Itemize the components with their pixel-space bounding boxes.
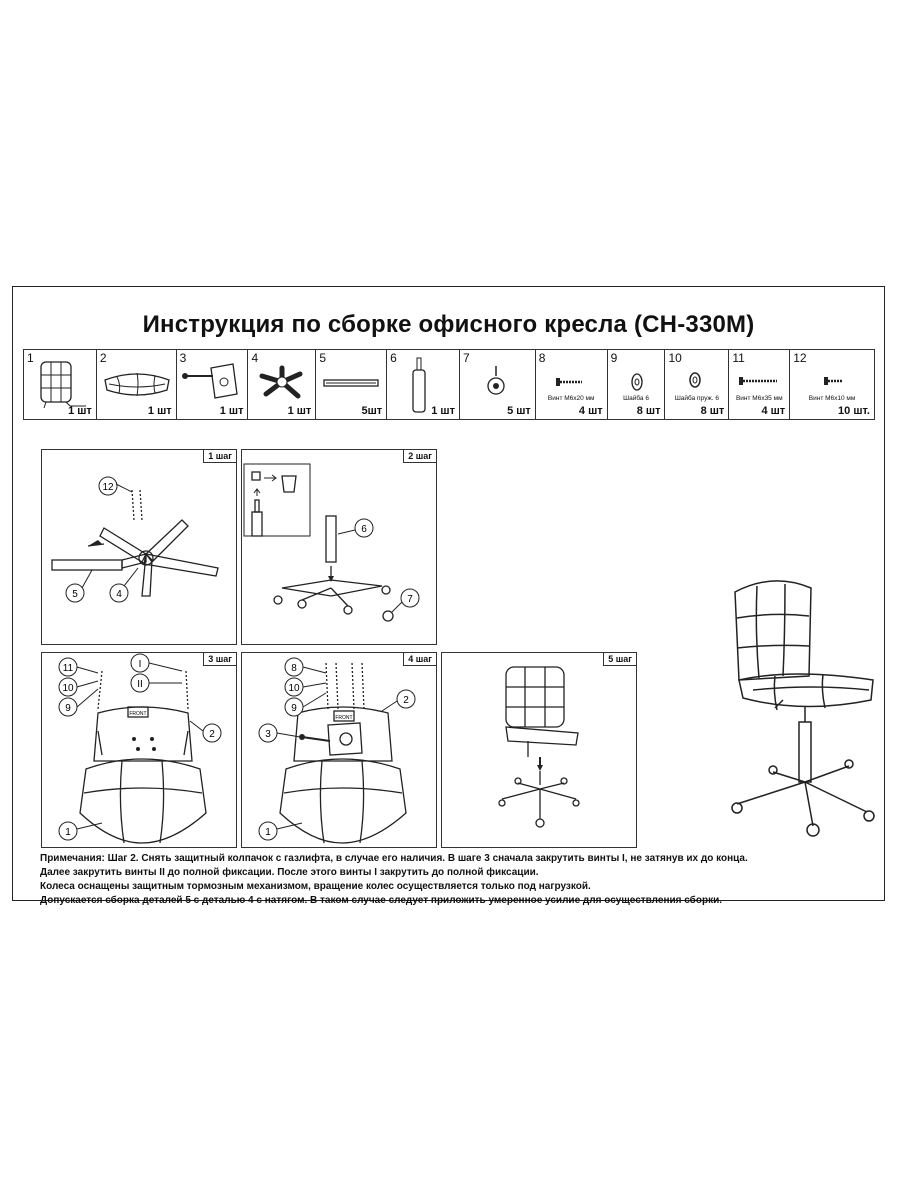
part-number: 5 (319, 351, 326, 365)
step-3-diagram (42, 653, 238, 849)
front-plate-label: FRONT (129, 711, 147, 717)
part-quantity: 1 шт (431, 405, 455, 417)
callout-label: 10 (62, 683, 74, 694)
part-label: Шайба пруж. 6 (674, 395, 719, 402)
part-quantity: 1 шт (219, 405, 244, 417)
part-number: 8 (538, 351, 546, 365)
callout-label: 12 (102, 482, 114, 493)
step-4-diagram (242, 653, 438, 849)
note-line: Примечания: Шаг 2. Снять защитный колпачок с газлифта, в случае его наличия. В шаге 3 сначала закрутить винты I, не затянув их до конца. (40, 853, 748, 864)
part-4 (248, 350, 316, 419)
part-quantity: 1 шт (287, 405, 312, 417)
step-tag: 2 шаг (403, 450, 436, 463)
step-tag: 1 шаг (203, 450, 236, 463)
page-title: Инструкция по сборке офисного кресла (CH-330M) (142, 311, 755, 338)
part-number: 11 (732, 351, 745, 365)
part-number: 2 (99, 351, 107, 365)
note-line: Далее закрутить винты II до полной фиксации. После этого винты I закрутить до полной фиксации. (40, 867, 539, 878)
callout-label: 6 (361, 524, 367, 535)
part-number: 6 (390, 351, 397, 365)
callout-label: 7 (407, 594, 413, 605)
front-plate-label: FRONT (335, 715, 353, 721)
part-11 (729, 350, 790, 419)
part-quantity: 1 шт (147, 405, 172, 417)
part-number: 12 (793, 351, 807, 365)
callout-label: 5 (72, 589, 78, 600)
step-4-panel (241, 652, 437, 848)
part-9 (608, 350, 666, 419)
callout-label: 1 (265, 827, 271, 838)
part-quantity: 8 шт (700, 405, 725, 417)
callout-label: 9 (291, 703, 297, 714)
part-10 (665, 350, 729, 419)
assembled-chair-illustration (713, 572, 883, 842)
part-8 (536, 350, 608, 419)
callout-label: 2 (209, 729, 215, 740)
callout-label: 9 (65, 703, 71, 714)
part-12 (790, 350, 874, 419)
part-6 (387, 350, 460, 419)
part-7 (460, 350, 536, 419)
part-3 (177, 350, 249, 419)
part-quantity: 4 шт (761, 405, 786, 417)
step-tag: 3 шаг (203, 653, 236, 666)
step-tag: 4 шаг (403, 653, 436, 666)
callout-label: 8 (291, 663, 297, 674)
step-1-diagram (42, 450, 238, 646)
part-quantity: 8 шт (636, 405, 661, 417)
part-number: 9 (610, 351, 618, 365)
part-quantity: 1 шт (68, 405, 92, 417)
callout-label: I (138, 659, 142, 670)
note-line: Колеса оснащены защитным тормозным механизмом, вращение колес осуществляется только под нагрузкой. (40, 881, 591, 892)
part-quantity: 4 шт (578, 405, 603, 417)
part-number: 7 (462, 351, 470, 365)
step-3-panel (41, 652, 237, 848)
step-2-panel (241, 449, 437, 645)
callout-label: 4 (116, 589, 122, 600)
callout-label: 2 (403, 695, 409, 706)
callout-label: 1 (65, 827, 71, 838)
callout-label: 11 (62, 663, 74, 674)
parts-table (23, 349, 875, 420)
part-2 (97, 350, 177, 419)
step-2-diagram (242, 450, 438, 646)
part-1 (24, 350, 97, 419)
step-tag: 5 шаг (603, 653, 636, 666)
part-number: 4 (251, 351, 259, 365)
callout-label: 10 (288, 683, 300, 694)
step-1-panel (41, 449, 237, 645)
part-5 (316, 350, 387, 419)
part-quantity: 5шт (361, 405, 383, 417)
note-line: Допускается сборка деталей 5 с деталью 4 с натягом. В таком случае следует приложить умеренное усилие для осуществления сборки. (40, 895, 723, 906)
callout-label: 3 (265, 729, 271, 740)
part-label: Шайба 6 (623, 395, 649, 402)
part-quantity: 5 шт (507, 405, 531, 417)
callout-label: II (137, 679, 143, 690)
part-label: Винт М6х10 мм (808, 395, 856, 402)
part-number: 3 (179, 351, 187, 365)
step-5-panel (441, 652, 637, 848)
part-label: Винт М6х35 мм (735, 395, 783, 402)
part-label: Винт М6х20 мм (547, 395, 595, 402)
part-number: 10 (668, 351, 682, 365)
instruction-sheet (12, 286, 885, 906)
part-quantity: 10 шт. (838, 405, 870, 417)
part-number: 1 (27, 351, 34, 365)
step-5-diagram (442, 653, 638, 849)
assembly-notes (40, 852, 870, 908)
